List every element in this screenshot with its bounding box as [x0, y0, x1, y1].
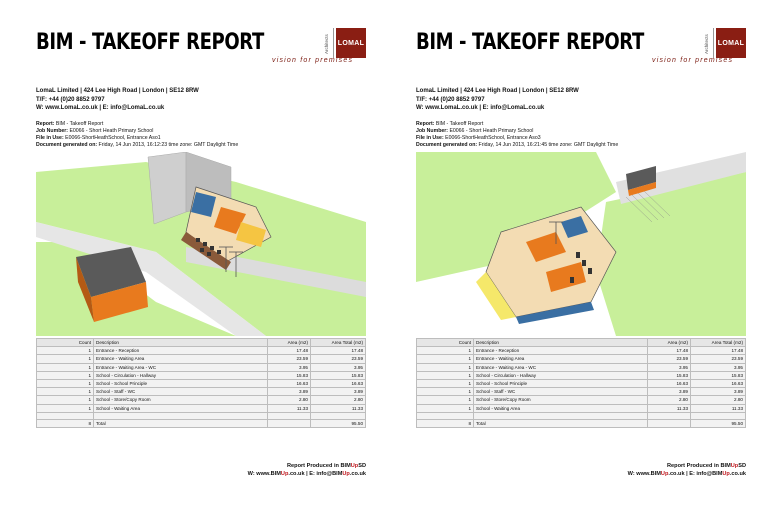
company-address: LomaL Limited | 424 Lee High Road | London | SE12 8RW	[416, 88, 579, 94]
header-description: Description	[474, 339, 648, 347]
table-blank-row	[37, 412, 366, 419]
brand-bim: BIM	[720, 463, 731, 469]
company-info	[36, 87, 199, 113]
lomal-logo: LOMAL	[336, 28, 366, 58]
cell-area: 15.83	[268, 371, 311, 379]
cell-description: School - School Principle	[94, 379, 268, 387]
logo-divider	[333, 28, 334, 58]
table-row	[417, 355, 746, 363]
cell-area-total: 3.89	[691, 388, 746, 396]
cell-area-total: 23.59	[311, 355, 366, 363]
cell-area-total: 2.80	[691, 396, 746, 404]
company-phone: T/F: +44 (0)20 8852 9797	[416, 96, 485, 103]
cell-area-total: 11.33	[691, 404, 746, 412]
table-blank-row	[417, 412, 746, 419]
cell-description: School - Store/Copy Room	[94, 396, 268, 404]
meta-generated-label: Document generated on:	[36, 142, 98, 148]
cell-area-total: 17.48	[691, 347, 746, 355]
table-row	[417, 371, 746, 379]
meta-file-value: E0066-ShortHeathSchool, Entrance Aso1	[63, 135, 161, 141]
cell-count: 1	[417, 363, 474, 371]
cell-count: 1	[417, 396, 474, 404]
table-row	[417, 379, 746, 387]
table-row	[37, 347, 366, 355]
table-row	[37, 396, 366, 404]
footer-produced-text: Report Produced in	[287, 463, 341, 469]
cell-area: 16.63	[268, 379, 311, 387]
meta-job-label: Job Number:	[36, 128, 68, 134]
axonometric-render	[416, 152, 746, 336]
cell-count: 1	[37, 396, 94, 404]
cell-count: 1	[37, 371, 94, 379]
cell-count: 1	[417, 404, 474, 412]
cell-area: 16.63	[648, 379, 691, 387]
cell-description: Entrance - Waiting Area - WC	[474, 363, 648, 371]
table-total-row	[417, 419, 746, 427]
meta-report-value: BIM - Takeoff Report	[434, 121, 484, 127]
table-total-row	[37, 419, 366, 427]
meta-job-value: E0066 - Short Heath Primary School	[68, 128, 154, 134]
header-count: Count	[417, 339, 474, 347]
cell-area-total: 15.83	[691, 371, 746, 379]
meta-job-value: E0066 - Short Heath Primary School	[448, 128, 534, 134]
table-row	[37, 371, 366, 379]
takeoff-table	[36, 338, 366, 428]
cell-description: School - Staff - WC	[94, 388, 268, 396]
header-area: Area (m2)	[268, 339, 311, 347]
cell-description: Entrance - Reception	[474, 347, 648, 355]
company-info	[416, 87, 579, 113]
cell-description: Entrance - Waiting Area	[94, 355, 268, 363]
total-area: 95.50	[691, 419, 746, 427]
meta-file-label: File in Use:	[36, 135, 64, 141]
cell-description: School - School Principle	[474, 379, 648, 387]
cell-area: 2.80	[648, 396, 691, 404]
cell-area: 17.48	[268, 347, 311, 355]
cell-area: 11.33	[268, 404, 311, 412]
logo-side-text: Architects	[324, 34, 329, 54]
table-row	[37, 404, 366, 412]
header-count: Count	[37, 339, 94, 347]
cell-count: 1	[37, 404, 94, 412]
table-row	[37, 388, 366, 396]
report-title: BIM - TAKEOFF REPORT	[36, 30, 264, 55]
table-row	[37, 355, 366, 363]
logo-side-text: Architects	[704, 34, 709, 54]
cell-count: 1	[417, 347, 474, 355]
total-label: Total	[474, 419, 648, 427]
cell-area: 3.89	[268, 388, 311, 396]
brand-bim: BIM	[340, 463, 351, 469]
header-area-total: Area Total (m2)	[691, 339, 746, 347]
cell-area-total: 3.95	[691, 363, 746, 371]
meta-generated-value: Friday, 14 Jun 2013, 16:21:45 time zone: GMT Daylight Time	[477, 142, 619, 148]
logo-tagline: vision for premises	[652, 57, 734, 64]
table-row	[417, 347, 746, 355]
cell-description: School - Waiting Area	[474, 404, 648, 412]
meta-generated-label: Document generated on:	[416, 142, 478, 148]
header-area-total: Area Total (m2)	[311, 339, 366, 347]
cell-description: Entrance - Reception	[94, 347, 268, 355]
cell-area: 15.83	[648, 371, 691, 379]
cell-count: 1	[417, 371, 474, 379]
table-header-row	[417, 339, 746, 347]
lomal-logo: LOMAL	[716, 28, 746, 58]
cell-area-total: 3.95	[311, 363, 366, 371]
cell-description: School - Store/Copy Room	[474, 396, 648, 404]
company-web: W: www.LomaL.co.uk | E: info@LomaL.co.uk	[36, 105, 165, 111]
table-header-row	[37, 339, 366, 347]
cell-description: Entrance - Waiting Area - WC	[94, 363, 268, 371]
report-footer: Report Produced in BIMUpSD W: www.BIMUp.co.uk | E: info@BIMUp.co.uk	[247, 463, 366, 477]
table-row	[417, 363, 746, 371]
cell-area: 3.95	[268, 363, 311, 371]
table-row	[417, 396, 746, 404]
cell-area-total: 15.83	[311, 371, 366, 379]
brand-sd: SD	[358, 463, 366, 469]
brand-sd: SD	[738, 463, 746, 469]
table-row	[417, 388, 746, 396]
company-address: LomaL Limited | 424 Lee High Road | London | SE12 8RW	[36, 88, 199, 94]
cell-count: 1	[417, 379, 474, 387]
total-label: Total	[94, 419, 268, 427]
total-count: 8	[417, 419, 474, 427]
table-row	[37, 379, 366, 387]
cell-count: 1	[37, 388, 94, 396]
meta-file-label: File in Use:	[416, 135, 444, 141]
cell-count: 1	[37, 363, 94, 371]
cell-description: School - Staff - WC	[474, 388, 648, 396]
cell-area: 3.95	[648, 363, 691, 371]
meta-file-value: E0066-ShortHeathSchool, Entrance Aso3	[443, 135, 541, 141]
cell-description: School - Circulation - Hallway	[474, 371, 648, 379]
report-title: BIM - TAKEOFF REPORT	[416, 30, 644, 55]
logo-tagline: vision for premises	[272, 57, 354, 64]
cell-area: 17.48	[648, 347, 691, 355]
cell-area-total: 3.89	[311, 388, 366, 396]
cell-count: 1	[417, 355, 474, 363]
report-meta	[36, 121, 238, 149]
meta-report-label: Report:	[36, 121, 55, 127]
cell-area-total: 16.63	[311, 379, 366, 387]
total-count: 8	[37, 419, 94, 427]
brand-up: Up	[730, 463, 739, 469]
cell-area: 11.33	[648, 404, 691, 412]
cell-area: 23.59	[648, 355, 691, 363]
cell-description: Entrance - Waiting Area	[474, 355, 648, 363]
logo-divider	[713, 28, 714, 58]
company-web: W: www.LomaL.co.uk | E: info@LomaL.co.uk	[416, 105, 545, 111]
cell-area-total: 11.33	[311, 404, 366, 412]
meta-report-value: BIM - Takeoff Report	[54, 121, 104, 127]
header-area: Area (m2)	[648, 339, 691, 347]
building-3d-view	[416, 152, 746, 336]
report-footer: Report Produced in BIMUpSD W: www.BIMUp.co.uk | E: info@BIMUp.co.uk	[627, 463, 746, 477]
takeoff-table	[416, 338, 746, 428]
cell-count: 1	[37, 355, 94, 363]
company-phone: T/F: +44 (0)20 8852 9797	[36, 96, 105, 103]
cell-area-total: 2.80	[311, 396, 366, 404]
meta-generated-value: Friday, 14 Jun 2013, 16:12:23 time zone: GMT Daylight Time	[97, 142, 239, 148]
cell-area-total: 17.48	[311, 347, 366, 355]
cell-area-total: 16.63	[691, 379, 746, 387]
cell-count: 1	[37, 347, 94, 355]
cell-count: 1	[37, 379, 94, 387]
cell-description: School - Circulation - Hallway	[94, 371, 268, 379]
axonometric-render	[36, 152, 366, 336]
cell-count: 1	[417, 388, 474, 396]
building-3d-view	[36, 152, 366, 336]
cell-area: 23.59	[268, 355, 311, 363]
cell-area-total: 23.59	[691, 355, 746, 363]
header-description: Description	[94, 339, 268, 347]
meta-job-label: Job Number:	[416, 128, 448, 134]
table-row	[417, 404, 746, 412]
footer-produced-text: Report Produced in	[667, 463, 721, 469]
total-area: 95.50	[311, 419, 366, 427]
meta-report-label: Report:	[416, 121, 435, 127]
brand-up: Up	[350, 463, 359, 469]
report-meta	[416, 121, 618, 149]
cell-description: School - Waiting Area	[94, 404, 268, 412]
cell-area: 3.89	[648, 388, 691, 396]
cell-area: 2.80	[268, 396, 311, 404]
report-page-right	[380, 0, 760, 505]
table-row	[37, 363, 366, 371]
